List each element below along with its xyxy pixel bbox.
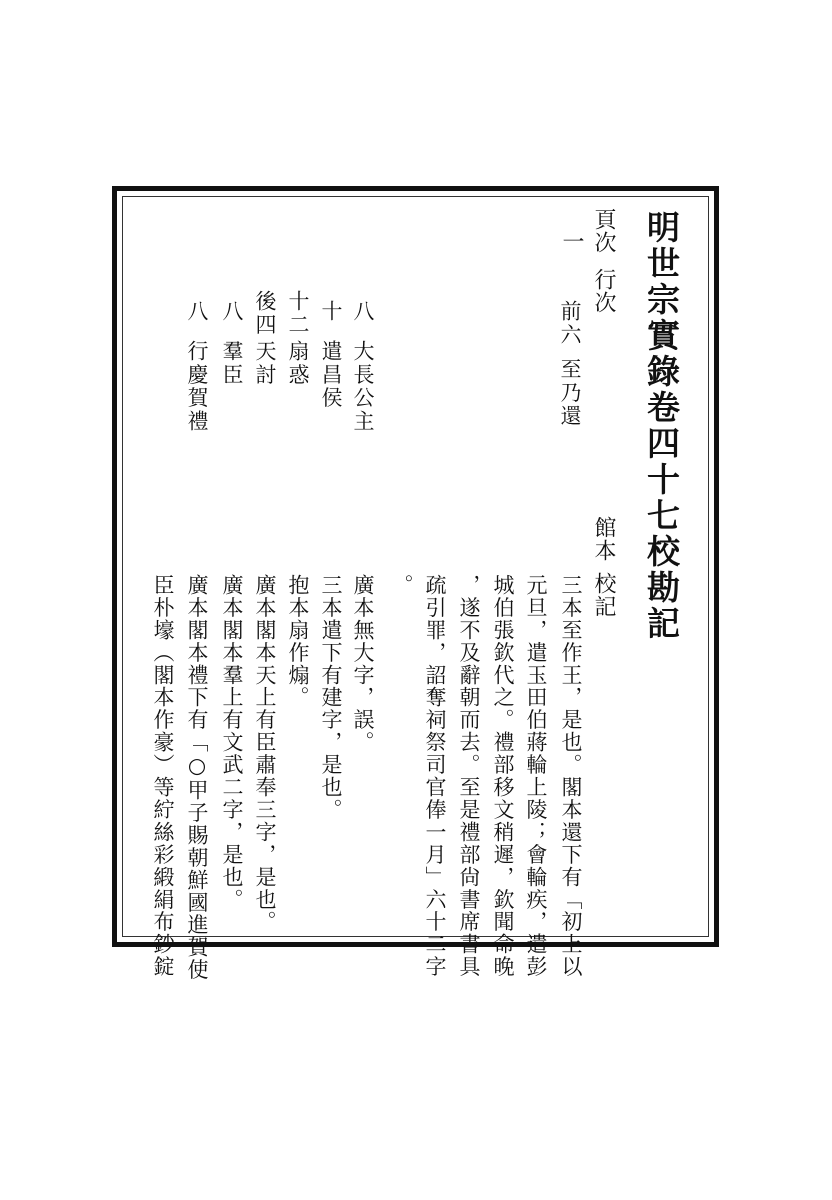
header-line-label: 行次 bbox=[591, 268, 616, 314]
entry-text-5: 天討 bbox=[253, 340, 277, 387]
note-2: 廣本無大字，誤。 bbox=[351, 574, 375, 754]
entry-text-3: 遣昌侯 bbox=[319, 340, 343, 410]
page-inner-border bbox=[122, 196, 709, 937]
page-title: 明世宗實錄卷四十七校勘記 bbox=[642, 210, 681, 642]
entry-line-4: 十二 bbox=[286, 290, 310, 337]
entry-line-6: 八 bbox=[220, 300, 244, 324]
note-1-line-5: 疏引罪，詔奪祠祭司官俸一月」六十二字 bbox=[423, 574, 447, 979]
entry-text-6: 羣臣 bbox=[220, 340, 244, 387]
note-5: 廣本閣本天上有臣肅奉三字，是也。 bbox=[253, 574, 277, 934]
header-page-label: 頁次 bbox=[591, 208, 616, 254]
entry-line-2: 八 bbox=[351, 300, 375, 324]
note-7-line-2: 臣朴壕（閣本作豪）等紵絲彩緞絹布鈔錠 bbox=[151, 574, 175, 979]
entry-line-3: 十 bbox=[319, 300, 343, 324]
note-6: 廣本閣本羣上有文武二字，是也。 bbox=[220, 574, 244, 911]
note-1-line-1: 三本至作王，是也。閣本還下有「初上以 bbox=[559, 574, 583, 979]
entry-page-1: 一 bbox=[559, 230, 584, 256]
note-7-line-1: 廣本閣本禮下有「○甲子賜朝鮮國進賀使 bbox=[185, 574, 209, 982]
entry-text-1: 至乃還 bbox=[558, 358, 582, 428]
note-1-line-4: ，遂不及辭朝而去。至是禮部尙書席書具 bbox=[457, 574, 481, 979]
note-1-line-3: 城伯張欽代之。禮部移文稍遲，欽聞命晚 bbox=[491, 574, 515, 979]
entry-text-7: 行慶賀禮 bbox=[185, 340, 209, 434]
header-edition-label: 館本 bbox=[591, 516, 616, 562]
note-1-line-2: 元旦，遣玉田伯蔣輪上陵；會輪疾，遣彭 bbox=[524, 574, 548, 979]
entry-text-4: 扇惑 bbox=[286, 340, 310, 387]
entry-line-5: 後四 bbox=[253, 290, 277, 337]
header-note-label: 校記 bbox=[591, 572, 616, 618]
entry-text-2: 大長公主 bbox=[351, 340, 375, 434]
entry-line-7: 八 bbox=[185, 300, 209, 324]
entry-line-1: 前六 bbox=[558, 300, 582, 347]
note-1-line-6: 。 bbox=[390, 574, 414, 595]
note-4: 抱本扇作煽。 bbox=[286, 574, 310, 709]
note-3: 三本遣下有建字，是也。 bbox=[319, 574, 343, 821]
